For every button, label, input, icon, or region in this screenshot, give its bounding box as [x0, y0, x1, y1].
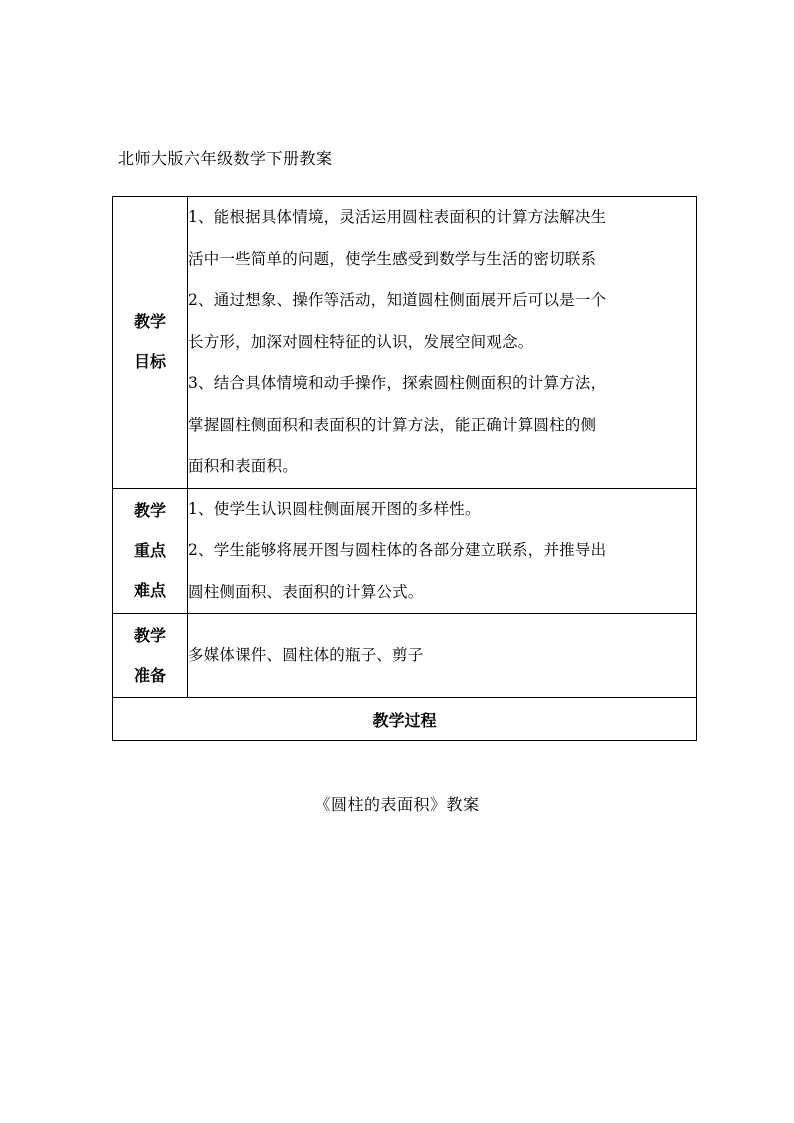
preparation-text: 多媒体课件、圆柱体的瓶子、剪子 [188, 645, 424, 664]
key-points-row [113, 488, 697, 614]
preparation-content [188, 614, 697, 698]
process-header: 教学过程 [113, 698, 697, 741]
objectives-label [113, 197, 188, 489]
objectives-line: 2、通过想象、操作等活动，知道圆柱侧面展开后可以是一个 [188, 291, 607, 309]
key-points-line: 1、使学生认识圆柱侧面展开图的多样性。 [188, 499, 481, 518]
objectives-line: 长方形，加深对圆柱特征的认识，发展空间观念。 [188, 332, 534, 351]
preparation-label-line: 准备 [133, 665, 166, 685]
key-points-label-line: 重点 [133, 540, 166, 560]
objectives-content [188, 197, 697, 489]
document-title: 北师大版六年级数学下册教案 [118, 149, 333, 168]
key-points-label [113, 488, 188, 614]
objectives-line: 掌握圆柱侧面积和表面积的计算方法，能正确计算圆柱的侧 [188, 415, 597, 434]
key-points-label-line: 难点 [133, 580, 166, 600]
objectives-row [113, 197, 697, 489]
objectives-label-line: 教学 [133, 312, 166, 332]
key-points-line: 圆柱侧面积、表面积的计算公式。 [188, 582, 424, 601]
objectives-line: 面积和表面积。 [188, 457, 298, 475]
preparation-label [113, 614, 188, 698]
objectives-line: 1、能根据具体情境，灵活运用圆柱表面积的计算方法解决生 [188, 208, 607, 226]
process-row [113, 698, 697, 741]
preparation-row [113, 614, 697, 698]
objectives-line: 3、结合具体情境和动手操作，探索圆柱侧面积的计算方法， [188, 374, 607, 392]
preparation-label-line: 教学 [133, 625, 166, 645]
lesson-plan-table [112, 196, 697, 741]
key-points-content [188, 488, 697, 614]
lesson-subtitle: 《圆柱的表面积》教案 [314, 795, 480, 814]
objectives-line: 活中一些简单的问题，使学生感受到数学与生活的密切联系 [188, 249, 597, 268]
key-points-line: 2、学生能够将展开图与圆柱体的各部分建立联系，并推导出 [188, 541, 607, 559]
objectives-label-line: 目标 [133, 352, 166, 372]
key-points-label-line: 教学 [133, 500, 166, 520]
